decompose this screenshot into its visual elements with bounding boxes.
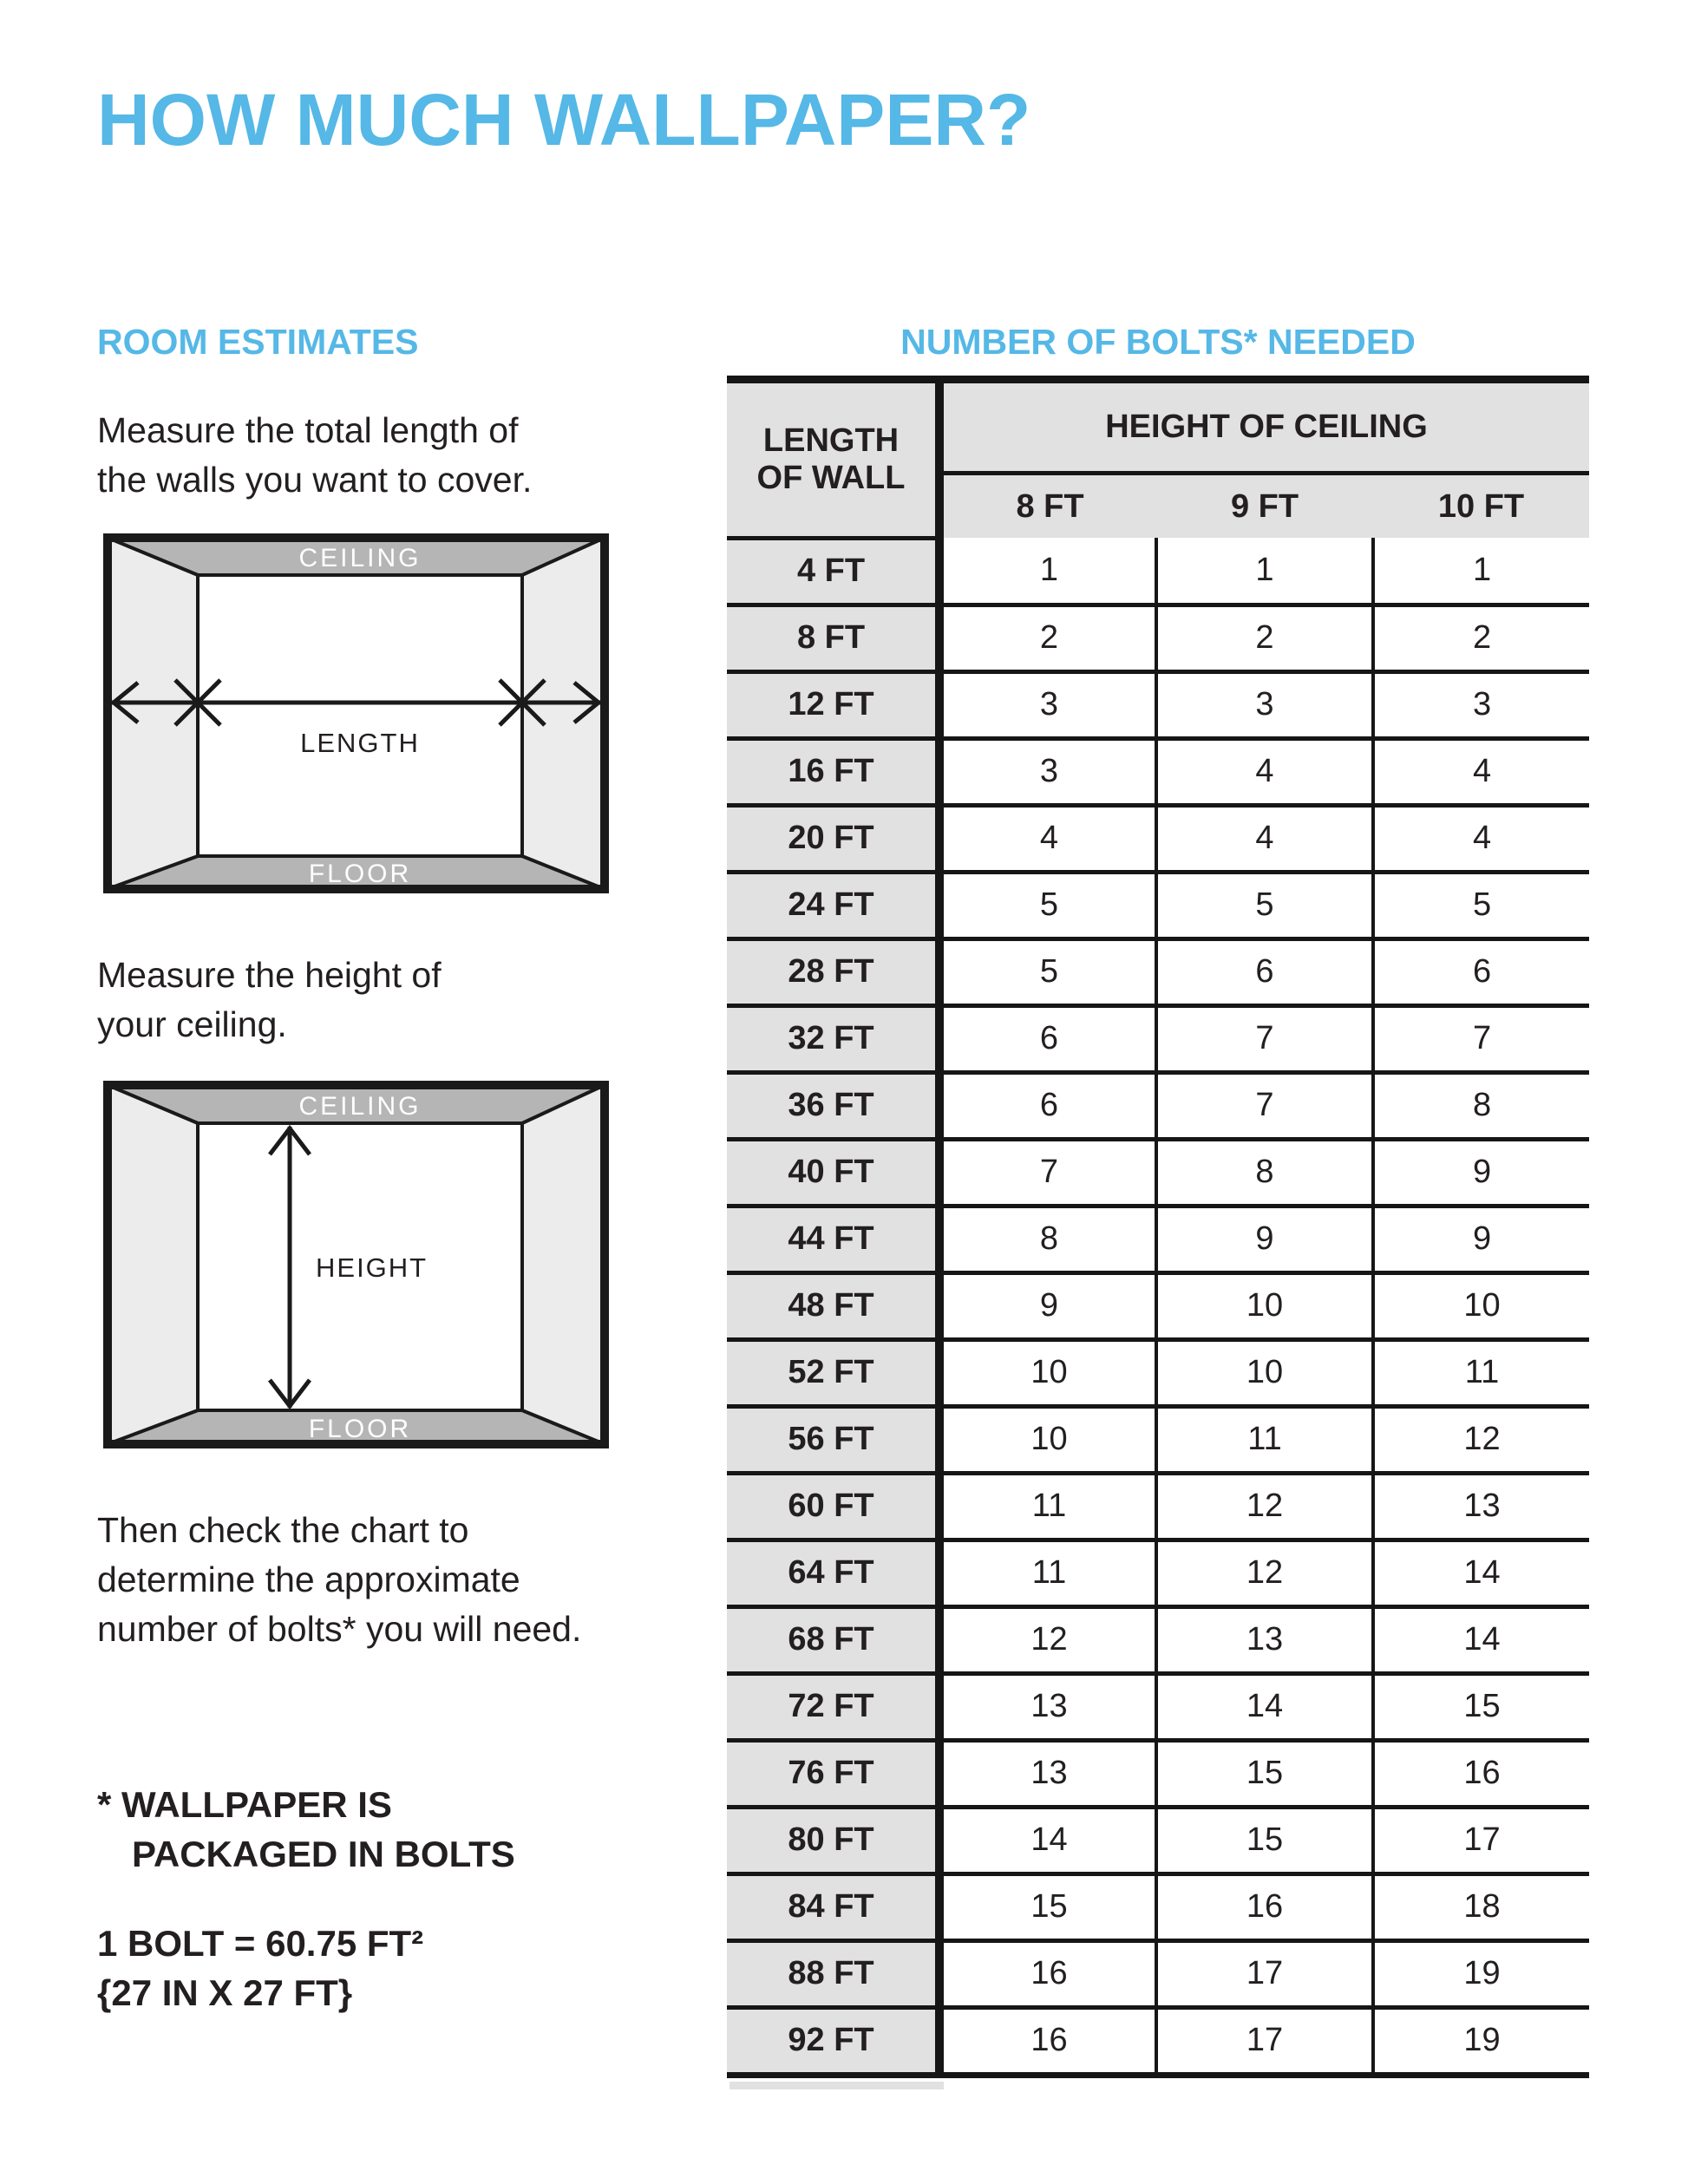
bolt-count-cell: 11 xyxy=(1156,1406,1373,1473)
table-row xyxy=(727,1406,1589,1473)
bolt-count-cell: 13 xyxy=(939,1740,1156,1807)
bolt-count-cell: 11 xyxy=(1373,1339,1589,1406)
bolt-count-cell: 4 xyxy=(1373,738,1589,805)
bolt-size-info xyxy=(97,1919,423,2017)
wall-length-label: 16 FT xyxy=(727,738,939,805)
floor-label: FLOOR xyxy=(308,1415,412,1443)
bolt-count-cell: 12 xyxy=(1156,1540,1373,1606)
bolt-count-cell: 9 xyxy=(1156,1206,1373,1272)
table-row xyxy=(727,1940,1589,2007)
bolt-table-body xyxy=(727,538,1589,2075)
bolt-count-cell: 14 xyxy=(1156,1673,1373,1740)
bolt-count-cell: 3 xyxy=(1156,671,1373,738)
bolt-count-cell: 14 xyxy=(1373,1540,1589,1606)
table-row xyxy=(727,938,1589,1005)
table-row xyxy=(727,538,1589,605)
table-row xyxy=(727,1005,1589,1072)
table-row xyxy=(727,1339,1589,1406)
table-row xyxy=(727,1206,1589,1272)
wall-length-label: 76 FT xyxy=(727,1740,939,1807)
ceiling-height-column-header: 10 FT xyxy=(1373,474,1589,539)
wall-length-label: 40 FT xyxy=(727,1139,939,1206)
room-estimates-heading: ROOM ESTIMATES xyxy=(97,322,419,362)
bolt-count-cell: 19 xyxy=(1373,2007,1589,2075)
wall-length-label: 12 FT xyxy=(727,671,939,738)
bolt-count-cell: 2 xyxy=(1156,605,1373,671)
wall-length-label: 92 FT xyxy=(727,2007,939,2075)
wall-length-label: 64 FT xyxy=(727,1540,939,1606)
table-row xyxy=(727,1673,1589,1740)
paragraph-line: determine the approximate xyxy=(97,1560,520,1599)
table-row xyxy=(727,1873,1589,1940)
bolt-count-cell: 9 xyxy=(1373,1139,1589,1206)
table-row xyxy=(727,1139,1589,1206)
bolt-count-cell: 7 xyxy=(939,1139,1156,1206)
bolt-count-cell: 15 xyxy=(1156,1740,1373,1807)
table-row xyxy=(727,2007,1589,2075)
bolt-count-cell: 17 xyxy=(1156,1940,1373,2007)
table-row xyxy=(727,1807,1589,1873)
paragraph-line: Measure the total length of xyxy=(97,410,519,450)
table-footer-tab xyxy=(730,2082,944,2089)
bolt-count-cell: 4 xyxy=(1373,805,1589,872)
bolt-count-cell: 15 xyxy=(939,1873,1156,1940)
wall-length-label: 4 FT xyxy=(727,538,939,605)
bolt-count-cell: 5 xyxy=(939,938,1156,1005)
bolt-count-cell: 7 xyxy=(1373,1005,1589,1072)
bolt-count-cell: 10 xyxy=(1373,1272,1589,1339)
ceiling-height-column-header: 8 FT xyxy=(939,474,1156,539)
paragraph-line: your ceiling. xyxy=(97,1004,287,1044)
bolts-needed-heading: NUMBER OF BOLTS* NEEDED xyxy=(900,322,1416,362)
footnote-line: * WALLPAPER IS xyxy=(97,1784,392,1825)
bolt-count-cell: 6 xyxy=(1156,938,1373,1005)
bolt-count-cell: 6 xyxy=(939,1072,1156,1139)
bolt-count-cell: 8 xyxy=(1373,1072,1589,1139)
bolt-count-cell: 11 xyxy=(939,1473,1156,1540)
height-dimension-label: HEIGHT xyxy=(316,1252,429,1283)
bolt-count-cell: 10 xyxy=(939,1339,1156,1406)
bolt-count-cell: 16 xyxy=(939,1940,1156,2007)
paragraph-line: number of bolts* you will need. xyxy=(97,1609,582,1649)
room-length-diagram xyxy=(103,533,609,893)
wall-length-label: 48 FT xyxy=(727,1272,939,1339)
bolt-count-cell: 5 xyxy=(939,872,1156,938)
left-wall-surface xyxy=(108,1085,198,1444)
bolt-count-cell: 1 xyxy=(939,538,1156,605)
page-title: HOW MUCH WALLPAPER? xyxy=(97,79,1031,160)
bolt-count-cell: 2 xyxy=(939,605,1156,671)
back-wall xyxy=(198,575,522,856)
bolt-count-cell: 12 xyxy=(1156,1473,1373,1540)
wall-length-label: 28 FT xyxy=(727,938,939,1005)
bolt-count-cell: 2 xyxy=(1373,605,1589,671)
bolt-count-cell: 8 xyxy=(1156,1139,1373,1206)
wall-length-label: 88 FT xyxy=(727,1940,939,2007)
bolt-count-cell: 3 xyxy=(939,738,1156,805)
wall-length-label: 56 FT xyxy=(727,1406,939,1473)
bolt-count-cell: 14 xyxy=(939,1807,1156,1873)
table-row xyxy=(727,605,1589,671)
check-chart-paragraph xyxy=(97,1506,581,1654)
bolt-count-cell: 17 xyxy=(1156,2007,1373,2075)
bolt-count-cell: 16 xyxy=(1373,1740,1589,1807)
table-row xyxy=(727,738,1589,805)
bolt-count-cell: 5 xyxy=(1373,872,1589,938)
paragraph-line: Then check the chart to xyxy=(97,1510,469,1550)
table-row xyxy=(727,1473,1589,1540)
bolt-size-line: {27 IN X 27 FT} xyxy=(97,1972,353,2013)
length-of-wall-header xyxy=(727,380,939,539)
bolt-count-cell: 15 xyxy=(1156,1807,1373,1873)
bolt-count-cell: 19 xyxy=(1373,1940,1589,2007)
bolt-count-cell: 11 xyxy=(939,1540,1156,1606)
room-height-diagram xyxy=(103,1081,609,1448)
bolt-count-cell: 8 xyxy=(939,1206,1156,1272)
length-dimension-label: LENGTH xyxy=(300,728,420,758)
wall-length-label: 32 FT xyxy=(727,1005,939,1072)
bolt-count-cell: 18 xyxy=(1373,1873,1589,1940)
table-header-row xyxy=(727,380,1589,474)
wall-length-label: 36 FT xyxy=(727,1072,939,1139)
bolt-count-cell: 13 xyxy=(1156,1606,1373,1673)
wall-length-label: 84 FT xyxy=(727,1873,939,1940)
right-wall-surface xyxy=(522,1085,605,1444)
bolt-count-cell: 5 xyxy=(1156,872,1373,938)
ceiling-label: CEILING xyxy=(298,544,422,572)
wall-length-label: 52 FT xyxy=(727,1339,939,1406)
bolt-count-cell: 7 xyxy=(1156,1072,1373,1139)
header-line: OF WALL xyxy=(756,459,906,496)
wall-length-label: 60 FT xyxy=(727,1473,939,1540)
bolt-count-cell: 12 xyxy=(939,1606,1156,1673)
table-row xyxy=(727,872,1589,938)
table-row xyxy=(727,1740,1589,1807)
bolt-count-cell: 10 xyxy=(1156,1272,1373,1339)
bolt-count-cell: 1 xyxy=(1373,538,1589,605)
height-of-ceiling-header: HEIGHT OF CEILING xyxy=(939,380,1589,474)
bolt-count-cell: 4 xyxy=(1156,738,1373,805)
wall-length-label: 44 FT xyxy=(727,1206,939,1272)
paragraph-line: Measure the height of xyxy=(97,955,442,995)
bolt-count-cell: 13 xyxy=(939,1673,1156,1740)
table-row xyxy=(727,671,1589,738)
measure-length-paragraph xyxy=(97,406,532,505)
bolts-needed-table xyxy=(727,376,1589,2078)
table-row xyxy=(727,1272,1589,1339)
bolt-count-cell: 7 xyxy=(1156,1005,1373,1072)
bolts-footnote xyxy=(97,1780,515,1879)
table-row xyxy=(727,805,1589,872)
header-line: LENGTH xyxy=(762,422,900,459)
table-row xyxy=(727,1540,1589,1606)
wall-length-label: 20 FT xyxy=(727,805,939,872)
bolt-count-cell: 10 xyxy=(939,1406,1156,1473)
bolt-count-cell: 9 xyxy=(1373,1206,1589,1272)
bolt-count-cell: 12 xyxy=(1373,1406,1589,1473)
bolt-count-cell: 16 xyxy=(939,2007,1156,2075)
footnote-line: PACKAGED IN BOLTS xyxy=(132,1834,515,1874)
bolt-count-cell: 15 xyxy=(1373,1673,1589,1740)
wall-length-label: 24 FT xyxy=(727,872,939,938)
wall-length-label: 8 FT xyxy=(727,605,939,671)
bolt-size-line: 1 BOLT = 60.75 FT² xyxy=(97,1923,424,1964)
bolt-count-cell: 9 xyxy=(939,1272,1156,1339)
wall-length-label: 80 FT xyxy=(727,1807,939,1873)
bolt-count-cell: 4 xyxy=(1156,805,1373,872)
measure-height-paragraph xyxy=(97,951,442,1049)
bolt-count-cell: 4 xyxy=(939,805,1156,872)
wall-length-label: 68 FT xyxy=(727,1606,939,1673)
bolt-count-cell: 16 xyxy=(1156,1873,1373,1940)
bolt-count-cell: 3 xyxy=(939,671,1156,738)
floor-label: FLOOR xyxy=(308,860,412,888)
bolt-count-cell: 13 xyxy=(1373,1473,1589,1540)
bolt-count-cell: 14 xyxy=(1373,1606,1589,1673)
bolt-count-cell: 6 xyxy=(1373,938,1589,1005)
bolt-count-cell: 10 xyxy=(1156,1339,1373,1406)
wall-length-label: 72 FT xyxy=(727,1673,939,1740)
table-row xyxy=(727,1606,1589,1673)
bolt-count-cell: 6 xyxy=(939,1005,1156,1072)
table-row xyxy=(727,1072,1589,1139)
bolt-count-cell: 17 xyxy=(1373,1807,1589,1873)
ceiling-label: CEILING xyxy=(298,1092,422,1121)
bolt-count-cell: 1 xyxy=(1156,538,1373,605)
ceiling-height-column-header: 9 FT xyxy=(1156,474,1373,539)
bolt-count-cell: 3 xyxy=(1373,671,1589,738)
paragraph-line: the walls you want to cover. xyxy=(97,460,533,500)
